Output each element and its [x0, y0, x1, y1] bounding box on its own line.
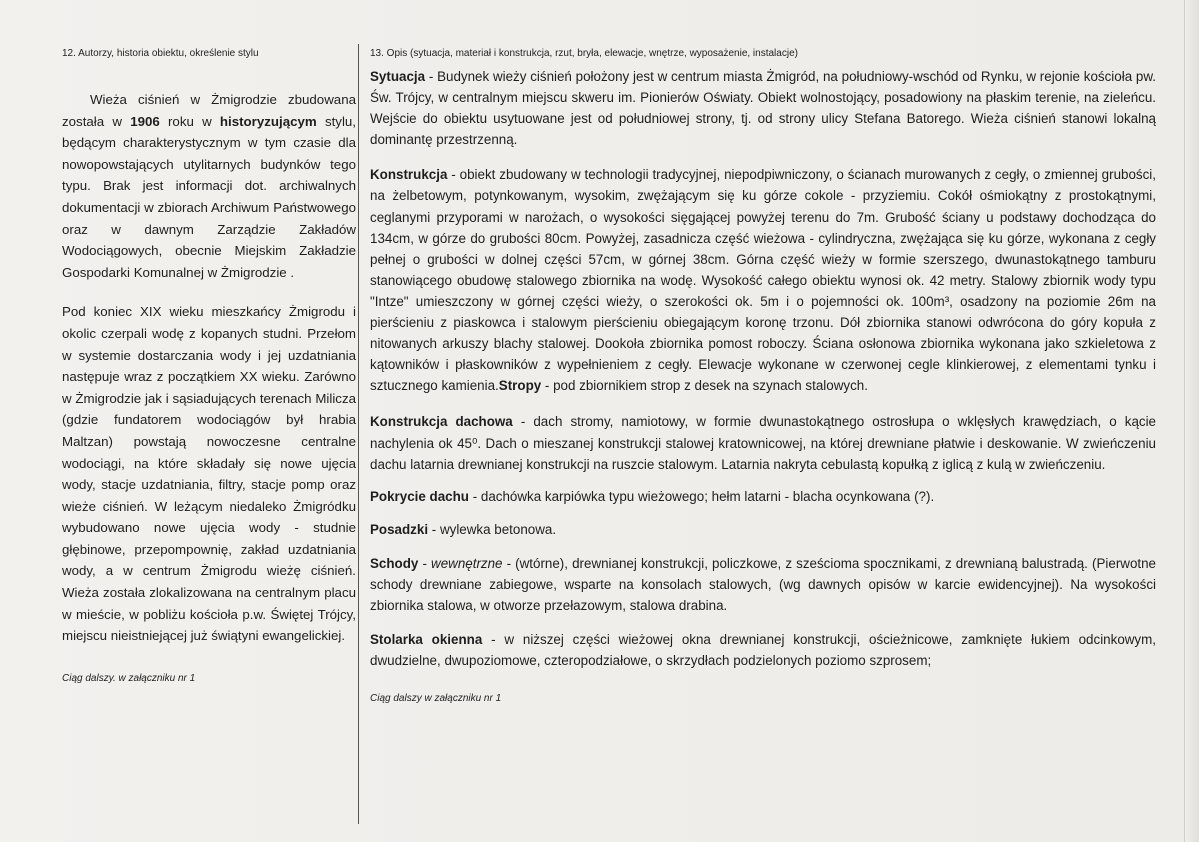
- column-divider: [358, 44, 359, 824]
- paragraph-schody: [370, 553, 1156, 616]
- style-name: historyzującym: [219, 113, 317, 129]
- label-stropy: Stropy: [498, 378, 542, 394]
- text-konstrukcja-dachowa: - dach stromy, namiotowy, w formie dwunastokątnego ostrosłupa o wklęsłych krawędziach, o kącie nachylenia ok 45⁰. Dach o mieszanej konstrukcji stalowej kratownicowej, na której drewniane płatwie i deskowanie. W zwieńczeniu dachu latarnia drewnianej konstrukcji na ruszcie stalowym. Latarnia nakryta cebulastą kopułką z iglicą z kulą w zwieńczeniu.: [370, 414, 1157, 472]
- paragraph-sytuacja: [370, 66, 1156, 150]
- text-konstrukcja: - obiekt zbudowany w technologii tradycyjnej, niepodpiwniczony, o ścianach murowanych z cegły, o zmiennej grubości, na żelbetowym, potynkowanym, wysokim, zwężającym się ku górze cokole - przyziemiu. Cokół ośmiokątny z prostokątnymi, ceglanymi przyporami w narożach, o wysokości sięgającej powyżej terenu do 7m. Grubość ściany u podstawy dochodząca do 134cm, w górze do grubości 80cm. Powyżej, zasadnicza część wieżowa - cylindryczna, zwężająca się ku górze, wykonana z cegły pełnej o grubości w dolnej części 57cm, w górnej 38cm. Górna część wieży w formie szerszego, dwunastokątnego tamburu stanowiącego obudowę stalowego zbiornika na wodę. Wysokość całego obiektu wynosi ok. 42 metry. Stalowy zbiornik wody typu "Intze" umieszczony w górnej części wieży, o szerokości ok. 5m i o pojemności ok. 100m³, osadzony na poziomie 26m na pierścieniu z piaskowca i stalowym pierścieniu obiegającym koronę trzonu. Dół zbiornika stanowi odwrócona do góry kopuła z nitowanych arkuszy blachy stalowej. Dookoła zbiornika pomost roboczy. Ściana osłonowa zbiornika wykonana jako szkieletowa z kątowników i płaskowników z wypełnieniem z cegły. Elewacje wykonane w czerwonej cegle klinkierowej, z elementami tynku i sztucznego kamienia.: [370, 167, 1156, 394]
- section-13-heading: 13. Opis (sytuacja, materiał i konstrukcja, rzut, bryła, elewacje, wnętrze, wyposażenie, instalacje): [370, 48, 798, 59]
- schody-wewnetrzne: wewnętrzne: [431, 555, 503, 571]
- left-column: [62, 48, 356, 684]
- paragraph-konstrukcja-dachowa: [370, 411, 1156, 474]
- label-stolarka-okienna: Stolarka okienna: [370, 632, 483, 648]
- label-konstrukcja-dachowa: Konstrukcja dachowa: [370, 414, 513, 430]
- paper-edge: [1184, 0, 1199, 842]
- history-paragraph-2: Pod koniec XIX wieku mieszkańcy Żmigrodu i okolic czerpali wodę z kopanych studni. Przełom w systemie dostarczania wody i jej uzdatniania następuje wraz z początkiem XX wieku. Zarówno w Żmigrodzie jak i sąsiadujących terenach Milicza (gdzie fundatorem wodociągów był hrabia Maltzan) powstają nowoczesne centralne wodociągi, na które składały się nowe ujęcia wody, stacje uzdatniania, filtry, stacje pomp oraz wieże ciśnień. W leżącym niedaleko Żmigródku wybudowano nowe ujęcia wody - studnie głębinowe, przepompownię, zakład uzdatniania wody, a w centrum Żmigrodu wieżę ciśnień. Wieża została zlokalizowana na centralnym placu w mieście, w pobliżu kościoła p.w. Świętej Trójcy, miejscu nieistniejącej już świątyni ewangelickiej.: [62, 304, 356, 644]
- left-continuation-note: Ciąg dalszy. w załączniku nr 1: [62, 672, 196, 684]
- label-posadzki: Posadzki: [370, 521, 429, 537]
- history-p1-text-c: roku w: [159, 113, 220, 129]
- text-stolarka-okienna: - w niższej części wieżowej okna drewnianej konstrukcji, ościeżnicowe, zamknięte łukiem odcinkowym, dwudzielne, dwupoziomowe, czteropodziałowe, o skrzydłach podzielonych poziomo szprosem;: [370, 632, 1157, 669]
- paragraph-konstrukcja: [370, 164, 1156, 396]
- text-posadzki: - wylewka betonowa.: [428, 521, 557, 537]
- history-p1-text-e: stylu, będącym charakterystycznym w tym czasie dla nowopowstających utylitarnych budynków tego typu. Brak jest informacji dot. archiwalnych dokumentacji w zbiorach Archiwum Państwowego oraz w dawnym Zarządzie Zakładów Wodociągowych, obecnie Miejskim Zakładzie Gospodarki Komunalnej w Żmigrodzie .: [62, 113, 356, 280]
- text-stropy: - pod zbiornikiem strop z desek na szynach stalowych.: [541, 378, 868, 394]
- right-column: [370, 48, 1156, 704]
- right-continuation-note: Ciąg dalszy w załączniku nr 1: [370, 693, 502, 705]
- text-pokrycie-dachu: - dachówka karpiówka typu wieżowego; hełm latarni - blacha ocynkowana (?).: [469, 488, 935, 504]
- label-schody: Schody: [370, 555, 419, 571]
- history-paragraph-1: [62, 89, 356, 283]
- label-pokrycie-dachu: Pokrycie dachu: [370, 488, 469, 504]
- text-schody: - (wtórne), drewnianej konstrukcji, policzkowe, z sześcioma spocznikami, z drewnianą balustradą. (Pierwotne schody drewniane zabiegowe, wsparte na konsolach stalowych, (wg dawnych opisów w karcie ewidencyjnej). Na wysokości zbiornika stalowa, w otworze przełazowym, stalowa drabina.: [370, 555, 1157, 614]
- paragraph-stolarka-okienna: [370, 629, 1156, 671]
- label-sytuacja: Sytuacja: [370, 69, 426, 84]
- text-sytuacja: - Budynek wieży ciśnień położony jest w centrum miasta Żmigród, na południowy-wschód od Rynku, w rejonie kościoła pw. Św. Trójcy, w centralnym miejscu skweru im. Pionierów Oświaty. Obiekt wolnostojący, posadowiony na płaskim terenie, na zieleńcu. Wejście do obiektu usytuowane jest od południowej strony, tj. od strony ulicy Stefana Batorego. Wieża ciśnień stanowi lokalną dominantę przestrzenną.: [370, 69, 1156, 148]
- year-built: 1906: [130, 113, 160, 129]
- history-p1-text-a: Wieża ciśnień w Żmigrodzie zbudowana została w: [62, 92, 356, 129]
- paragraph-posadzki: [370, 519, 1156, 540]
- paragraph-pokrycie-dachu: [370, 486, 1156, 507]
- label-konstrukcja: Konstrukcja: [370, 167, 448, 183]
- section-12-heading: 12. Autorzy, historia obiektu, określenie stylu: [62, 48, 259, 59]
- schody-dash: -: [418, 555, 432, 571]
